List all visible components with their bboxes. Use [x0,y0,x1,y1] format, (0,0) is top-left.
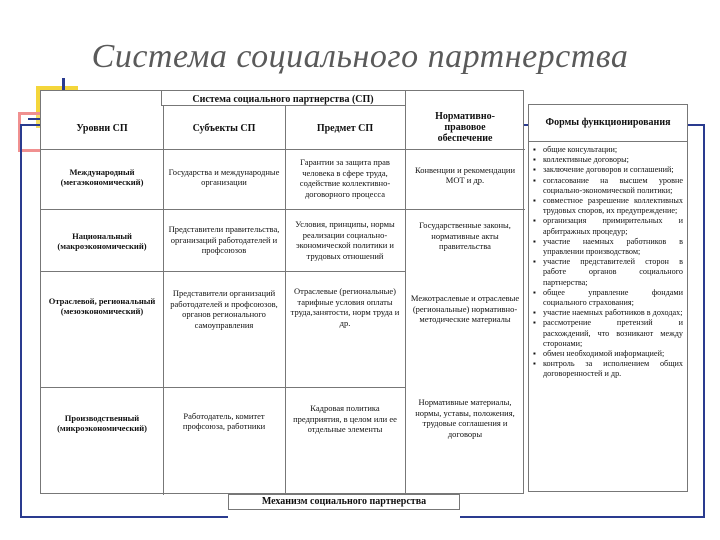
legal-international: Конвенции и рекомендации МОТ и др. [414,164,516,185]
forms-list-item: ▪ коллективные договоры; [533,155,683,165]
forms-list-item: ▪ заключение договоров и соглашений; [533,165,683,175]
connector-left-top [20,124,40,126]
matter-production: Кадровая политика предприятия, в целом или ее отдельные элементы [293,403,397,435]
matter-sectoral: Отраслевые (региональные) тарифные условия оплаты труда,занятости, норм труда и др. [290,286,400,328]
forms-list-item: ▪ общие консультации; [533,145,683,155]
forms-list-item: ▪ участие наемных работников в управлении производством; [533,237,683,257]
forms-list-item: ▪ обмен необходимой информацией; [533,349,683,359]
system-header: Система социального партнерства (СП) [192,93,374,105]
level-production: Производственный (микроэкономический) [57,412,147,433]
subjects-production: Работодатель, комитет профсоюза, работники [182,410,266,431]
col-header-levels: Уровни СП [76,122,128,134]
forms-list-item: ▪ организация примирительных и арбитражных процедур; [533,216,683,236]
forms-list-item: ▪ участие представителей сторон в работе органов социального партнерства; [533,257,683,288]
mechanism-label: Механизм социального партнерства [228,494,460,510]
legal-national: Государственные законы, нормативные акты правительства [419,220,511,252]
matter-national: Условия, принципы, нормы реализации социально-экономической политики и трудовых отношений [295,219,395,261]
level-sectoral: Отраслевой, региональный (мезоэкономический) [48,295,156,316]
forms-list-item: ▪ участие наемных работников в доходах; [533,308,683,318]
forms-list-item: ▪ рассмотрение претензий и расхождений, что возникают между сторонами; [533,318,683,349]
legal-sectoral: Межотраслевые и отраслевые (региональные) нормативно-методические материалы [410,293,520,325]
connector-bottom-right [460,516,705,518]
forms-list-item: ▪ контроль за исполнением общих договоренностей и др. [533,359,683,379]
subjects-national: Представители правительства, организаций работодателей и профсоюзов [168,224,280,256]
col-header-forms: Формы функционирования [545,116,671,128]
matter-international: Гарантии за защита прав человека в сфере труда, содействие коллективно-договорного процесса [299,157,391,199]
subjects-international: Государства и международные организации [168,166,280,187]
level-national: Национальный (макроэкономический) [57,230,147,251]
forms-table [528,104,688,492]
forms-list-item: ▪ согласование на высшем уровне социально-экономической политики; [533,176,683,196]
connector-right-top [688,124,704,126]
col-header-subjects: Субъекты СП [192,122,256,134]
page-title: Система социального партнерства [91,38,629,75]
connector-bottom-left [20,516,228,518]
connector-left-vertical [20,124,22,518]
subjects-sectoral: Представители организаций работодателей и профсоюзов, органов регионального самоуправления [170,288,278,330]
forms-list-container [533,145,683,489]
forms-list-item: ▪ совместное разрешение коллективных трудовых споров, их предупреждение; [533,196,683,216]
connector-right-vertical [703,124,705,518]
legal-production: Нормативные материалы, нормы, уставы, положения, трудовые соглашения и договоры [415,397,515,439]
forms-list [533,145,683,380]
forms-list-item: ▪ общее управление фондами социального страхования; [533,288,683,308]
level-international: Международный (мегаэкономический) [60,166,144,187]
partnership-table [40,90,524,494]
connector-header [524,124,528,126]
col-header-legal: Нормативно-правовое обеспечение [435,110,495,144]
col-header-subject-matter: Предмет СП [316,122,374,134]
